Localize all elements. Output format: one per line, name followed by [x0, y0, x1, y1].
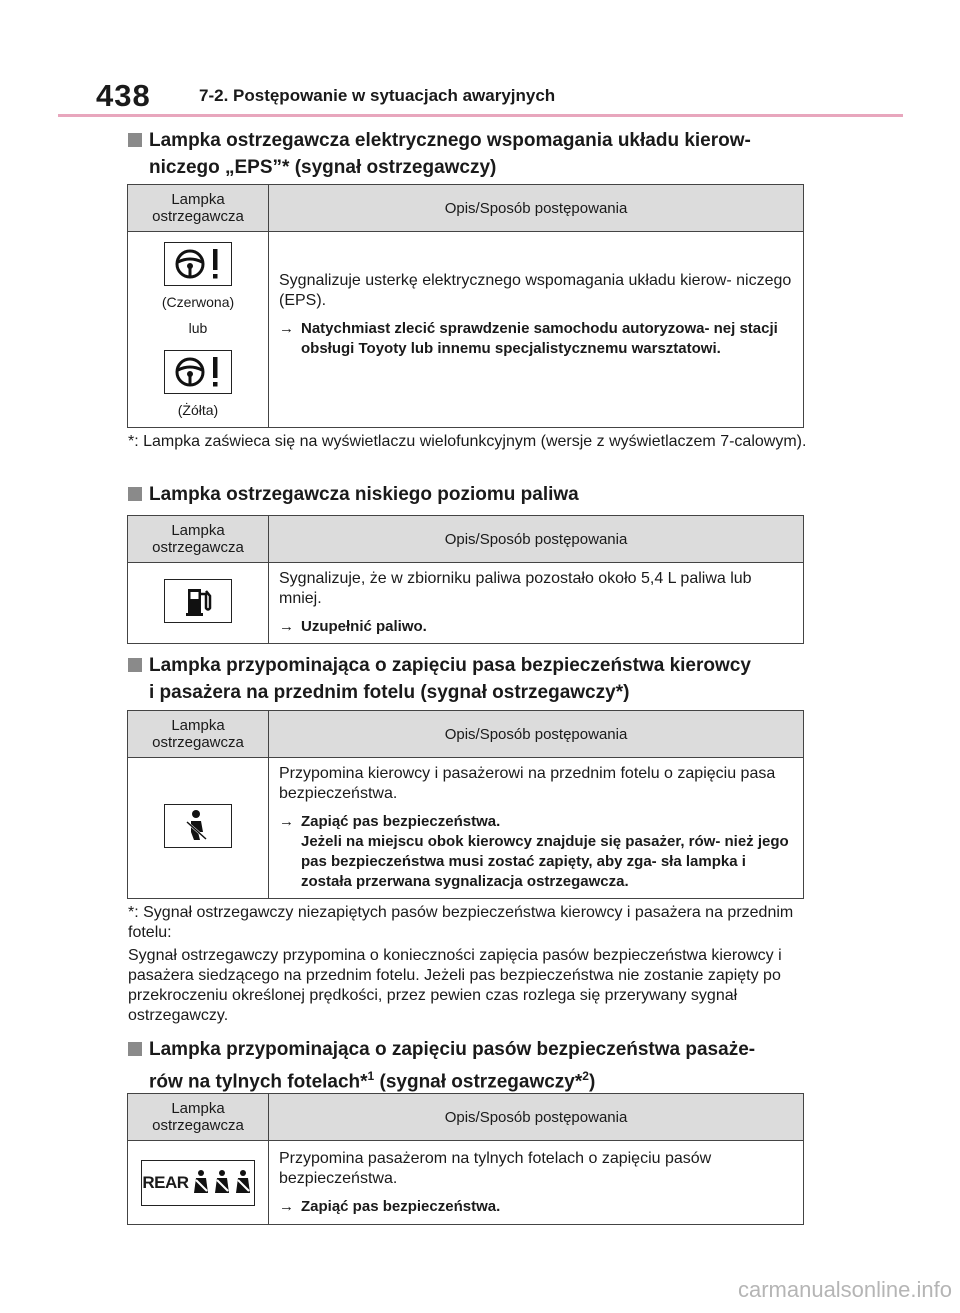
eps-description: Sygnalizuje usterkę elektrycznego wspomagania układu kierow- niczego (EPS). [279, 271, 792, 309]
rear-icon-text: REAR [142, 1172, 189, 1192]
arrow-icon: → [279, 813, 294, 830]
bullet-square-icon [128, 1042, 142, 1056]
bullet-square-icon [128, 133, 142, 147]
table-header-row [128, 516, 804, 563]
arrow-icon: → [279, 319, 294, 337]
section-heading-front-seatbelt: Lampka przypominająca o zapięciu pasa bezpieczeństwa kierowcy i pasażera na przednim fotelu (sygnał ostrzegawczy*) [128, 652, 751, 706]
or-label: lub [188, 319, 208, 336]
rear-seatbelt-action: → Zapiąć pas bezpieczeństwa. [279, 1197, 501, 1215]
col-header-lamp: Lampka ostrzegawcza [128, 1094, 269, 1141]
footnote-eps: *: Lampka zaświeca się na wyświetlaczu wielofunkcyjnym (wersje z wyświetlaczem 7-calowym). [128, 433, 807, 450]
front-seatbelt-description: Przypomina kierowcy i pasażerowi na przednim fotelu o zapięciu pasa bezpieczeństwa. [279, 765, 776, 802]
icon-label-red: (Czerwona) [161, 293, 235, 310]
col-header-lamp: Lampka ostrzegawcza [128, 711, 269, 758]
page-number: 438 [96, 78, 151, 113]
bullet-square-icon [128, 487, 142, 501]
arrow-icon: → [279, 618, 294, 635]
front-seatbelt-table [127, 710, 804, 899]
rear-seatbelt-description: Przypomina pasażerom na tylnych fotelach o zapięciu pasów bezpieczeństwa. [279, 1149, 712, 1187]
table-row [128, 232, 804, 428]
icon-label-yellow: (Żółta) [177, 401, 219, 418]
col-header-lamp: Lampka ostrzegawcza [128, 516, 269, 563]
col-header-description: Opis/Sposób postępowania [269, 711, 804, 758]
section-heading-fuel: Lampka ostrzegawcza niskiego poziomu paliwa [128, 481, 579, 508]
header-divider [58, 114, 903, 117]
seatbelt-icon [164, 804, 232, 848]
seatbelt-paragraph: Sygnał ostrzegawczy przypomina o konieczności zapięcia pasów bezpieczeństwa kierowcy i pasażera siedzącego na przednim fotelu. Jeżeli pas bezpieczeństwa nie zostanie zapięty po przekroczeniu określonej prędkości, przez pewien czas rozlega się przerywany sygnał ostrzegawczy. [128, 947, 782, 1024]
fuel-description: Sygnalizuje, że w zbiorniku paliwa pozostało około 5,4 L paliwa lub mniej. [279, 570, 752, 607]
bullet-square-icon [128, 658, 142, 672]
table-row [128, 758, 804, 899]
fuel-pump-icon [164, 579, 232, 623]
table-header-row [128, 711, 804, 758]
col-header-description: Opis/Sposób postępowania [269, 185, 804, 232]
section-heading-rear-seatbelt: Lampka przypominająca o zapięciu pasów bezpieczeństwa pasaże- rów na tylnych fotelach*$^1$ (sygnał ostrzegawczy*$^2$) [128, 1036, 755, 1095]
page-header [0, 0, 960, 116]
table-header-row [128, 1094, 804, 1141]
section-heading-eps: Lampka ostrzegawcza elektrycznego wspomagania układu kierow- niczego „EPS”* (sygnał ostrzegawczy) [128, 127, 751, 181]
col-header-lamp: Lampka ostrzegawcza [128, 185, 269, 232]
eps-yellow-warning-icon [164, 350, 232, 394]
watermark: carmanualsonline.info [737, 1277, 952, 1302]
chapter-title: 7-2. Postępowanie w sytuacjach awaryjnych [199, 86, 556, 105]
table-header-row [128, 185, 804, 232]
footnote-front-seatbelt: *: Sygnał ostrzegawczy niezapiętych pasów bezpieczeństwa kierowcy i pasażera na przednim fotelu: [128, 904, 794, 941]
fuel-action: → Uzupełnić paliwo. [279, 618, 427, 635]
eps-action: → Natychmiast zlecić sprawdzenie samochodu autoryzowa- nej stacji obsługi Toyoty lub innemu specjalistycznemu warsztatowi. [279, 319, 778, 357]
rear-seatbelt-table [127, 1093, 804, 1225]
fuel-warning-table [127, 515, 804, 644]
table-row [128, 1141, 804, 1225]
eps-warning-table [127, 184, 804, 428]
eps-red-warning-icon [164, 242, 232, 286]
col-header-description: Opis/Sposób postępowania [269, 516, 804, 563]
col-header-description: Opis/Sposób postępowania [269, 1094, 804, 1141]
rear-seatbelt-icon [141, 1160, 255, 1206]
table-row [128, 563, 804, 644]
front-seatbelt-action: → Zapiąć pas bezpieczeństwa. Jeżeli na miejscu obok kierowcy znajduje się pasażer, rów- nież jego pas bezpieczeństwa musi zostać zapięty, aby zga- sła lampka i została przerwana sygnalizacja ostrzegawcza. [279, 813, 789, 890]
arrow-icon: → [279, 1197, 294, 1215]
